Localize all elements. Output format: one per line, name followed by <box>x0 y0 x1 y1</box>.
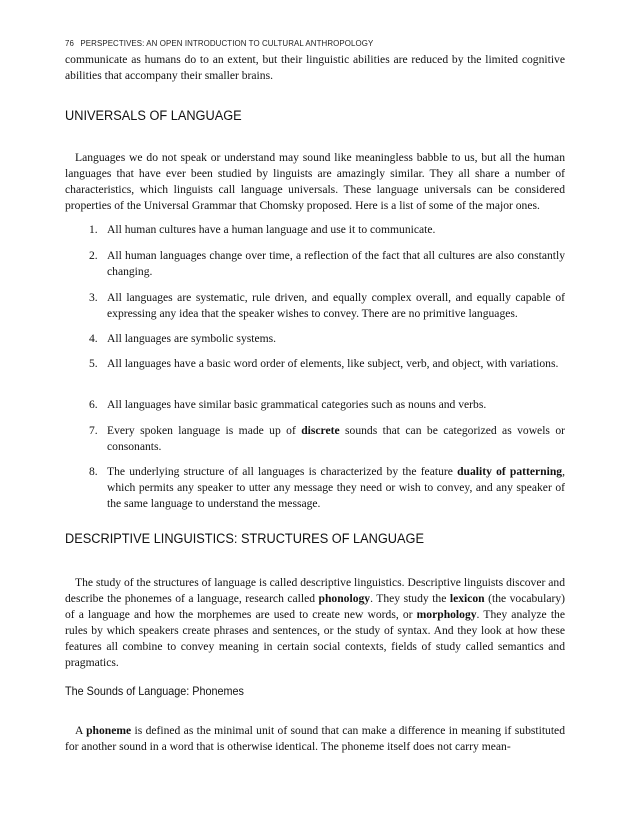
paragraph-text: The study of the structures of language is called descriptive linguistics. Descriptive linguists discover and describe the phonemes of a language, research called <box>65 576 565 605</box>
list-item <box>89 290 565 322</box>
list-number: 7. <box>89 424 98 437</box>
descriptive-paragraph <box>65 575 565 671</box>
descriptive-heading: DESCRIPTIVE LINGUISTICS: STRUCTURES OF LANGUAGE <box>65 531 425 547</box>
running-head <box>65 38 373 48</box>
list-number: 4. <box>89 332 98 345</box>
list-number: 1. <box>89 223 98 236</box>
universals-heading: UNIVERSALS OF LANGUAGE <box>65 108 242 124</box>
phonemes-heading: The Sounds of Language: Phonemes <box>65 684 244 698</box>
book-title: PERSPECTIVES: AN OPEN INTRODUCTION TO CULTURAL ANTHROPOLOGY <box>80 38 374 48</box>
list-item <box>89 248 565 280</box>
paragraph-text: (the vocabulary) of a language and how the morphemes are used to create new words, or <box>65 592 565 621</box>
list-text: All languages are systematic, rule driven, and equally complex overall, and equally capable of expressing any idea that the speaker wishes to convey. There are no primitive languages. <box>107 291 565 320</box>
list-text-part: The underlying structure of all languages is characterized by the feature <box>107 465 458 478</box>
page-number: 76 <box>65 38 74 48</box>
carryover-paragraph: communicate as humans do to an extent, but their linguistic abilities are reduced by the limited cognitive abilities that accompany their smaller brains. <box>65 53 565 82</box>
list-text: All languages are symbolic systems. <box>107 332 277 345</box>
list-text-part: , which permits any speaker to utter any message they need or wish to convey, and any speaker of the same language to understand the message. <box>107 465 566 510</box>
phonemes-paragraph <box>65 723 565 755</box>
list-text: All human languages change over time, a reflection of the fact that all cultures are also constantly changing. <box>107 249 565 278</box>
list-text: All languages have a basic word order of elements, like subject, verb, and object, with variations. <box>107 357 559 370</box>
list-number: 8. <box>89 465 98 478</box>
list-text <box>107 464 565 512</box>
term-lexicon: lexicon <box>449 592 485 605</box>
list-item <box>89 356 565 372</box>
paragraph-text: is defined as the minimal unit of sound that can make a difference in meaning if substituted for another sound in a word that is otherwise identical. The phoneme itself does not carry mean- <box>65 724 565 753</box>
list-item <box>89 464 565 512</box>
list-number: 6. <box>89 398 98 411</box>
list-item <box>89 397 565 413</box>
list-text: All languages have similar basic grammatical categories such as nouns and verbs. <box>107 398 487 411</box>
paragraph-text: . They study the <box>370 592 450 605</box>
list-item <box>89 423 565 455</box>
term-morphology: morphology <box>416 608 477 621</box>
list-item <box>89 222 565 238</box>
list-text <box>107 423 565 455</box>
list-item <box>89 331 565 347</box>
term-phoneme: phoneme <box>86 724 132 737</box>
term-phonology: phonology <box>318 592 371 605</box>
term-duality-of-patterning: duality of patterning <box>457 465 563 478</box>
list-number: 5. <box>89 357 98 370</box>
list-text: All human cultures have a human language and use it to communicate. <box>107 223 436 236</box>
list-text-part: sounds that can be categorized as vowels or consonants. <box>107 424 565 453</box>
list-number: 3. <box>89 291 98 304</box>
universals-intro: Languages we do not speak or understand may sound like meaningless babble to us, but all the human languages that have ever been studied by linguists are amazingly similar. They all share a number of characteristics, which linguists call language universals. These language universals can be considered properties of the Universal Grammar that Chomsky proposed. Here is a list of some of the major ones. <box>65 151 565 212</box>
paragraph-text: A <box>75 724 87 737</box>
list-text-part: Every spoken language is made up of <box>107 424 302 437</box>
list-number: 2. <box>89 249 98 262</box>
paragraph-text: . They analyze the rules by which speakers create phrases and sentences, or the study of syntax. And they look at how these features all combine to convey meaning in certain social contexts, fields of study called semantics and pragmatics. <box>65 608 565 669</box>
term-discrete: discrete <box>301 424 340 437</box>
